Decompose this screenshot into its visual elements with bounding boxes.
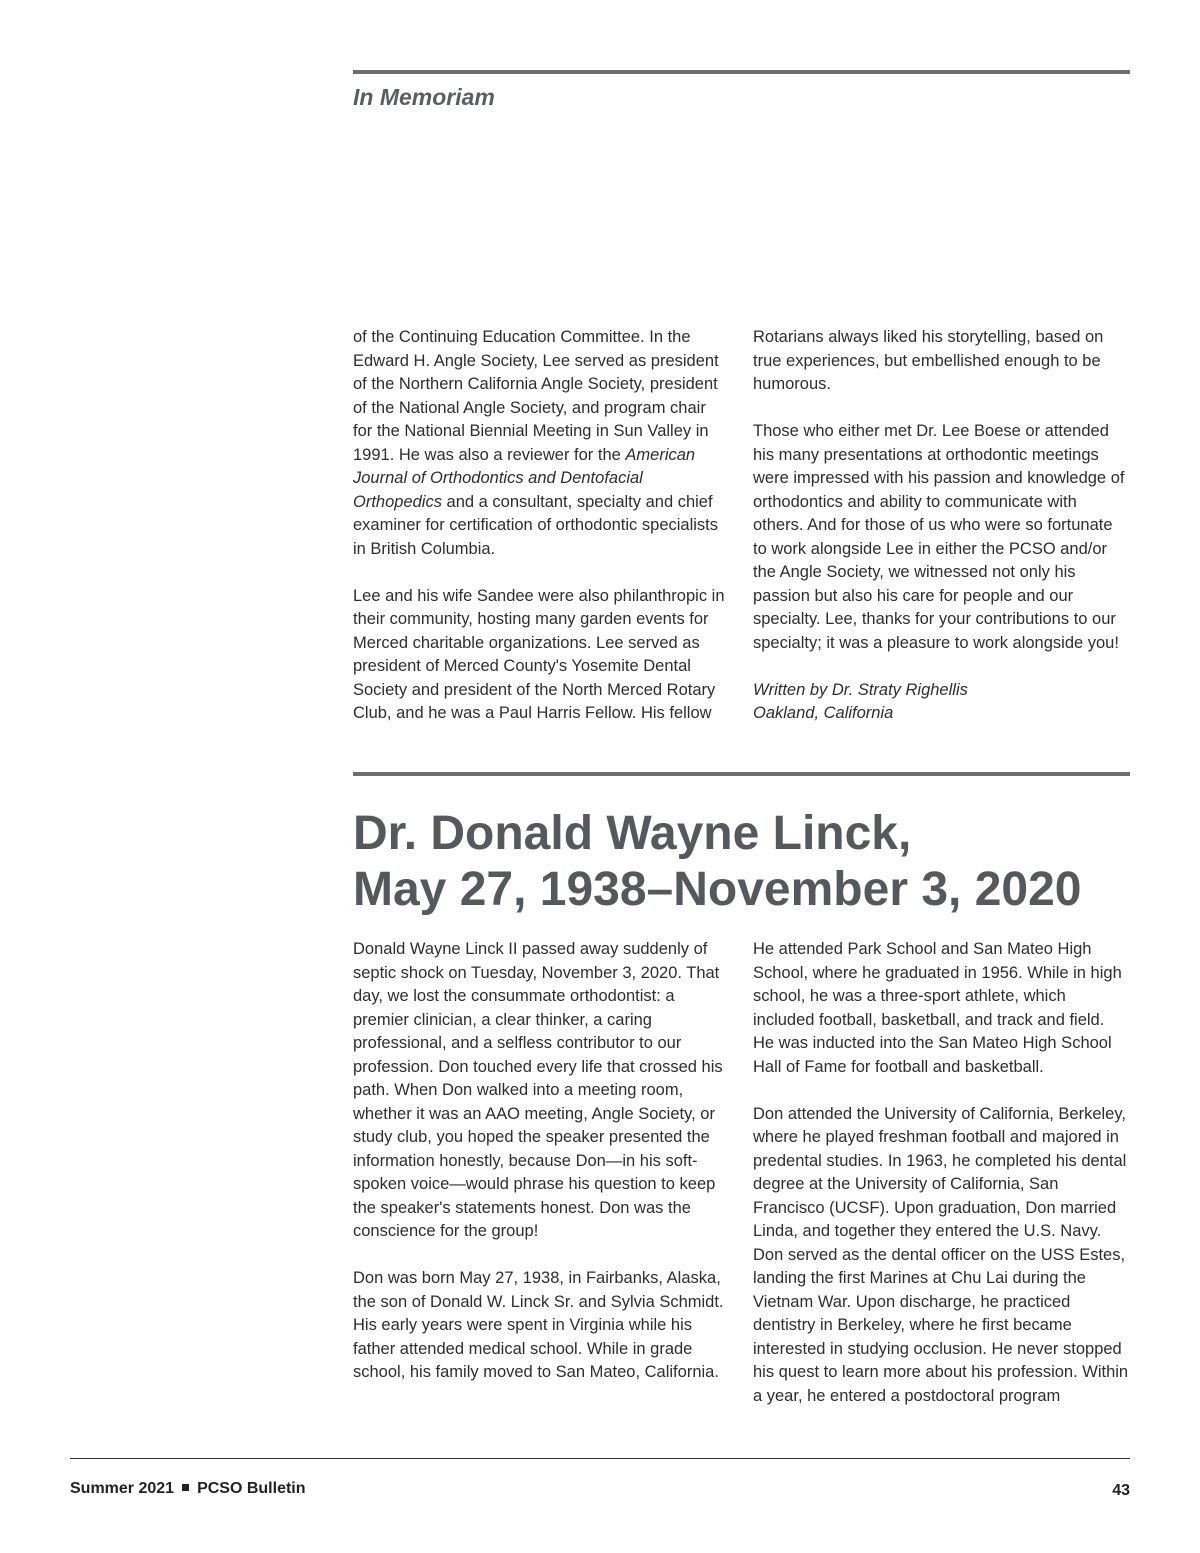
footer-rule (70, 1458, 1130, 1459)
author-signature: Written by Dr. Straty Righellis Oakland, California (753, 680, 968, 722)
paragraph: Don was born May 27, 1938, in Fairbanks, Alaska, the son of Donald W. Linck Sr. and Sylvia Schmidt. His early years were spent in Virginia while his father attended medical school. While in grade school, his family moved to San Mateo, California. (353, 1269, 724, 1381)
paragraph: of the Continuing Education Committee. In the Edward H. Angle Society, Lee served as president of the Northern California Angle Society, president of the National Angle Society, and program chair for the National Biennial Meeting in Sun Valley in 1991. He was also a reviewer for the American Journal of Orthodontics and Dentofacial Orthopedics and a consultant, specialty and chief examiner for certification of orthodontic specialists in British Columbia. (353, 328, 719, 558)
obituary-title: Dr. Donald Wayne Linck, May 27, 1938–November 3, 2020 (353, 807, 1082, 916)
section-divider (353, 772, 1130, 776)
paragraph: Rotarians always liked his storytelling, based on true experiences, but embellished enough to be humorous. (753, 328, 1104, 393)
footer-publication: Summer 2021 PCSO Bulletin (70, 1480, 306, 1497)
journal-title: American Journal of Orthodontics and Dentofacial Orthopedics (353, 445, 696, 511)
paragraph: Lee and his wife Sandee were also philanthropic in their community, hosting many garden events for Merced charitable organizations. Lee served as president of Merced County's Yosemite Dental Society and president of the North Merced Rotary Club, and he was a Paul Harris Fellow. His fellow (353, 586, 725, 722)
obituary-column-left (353, 938, 729, 1385)
continued-column-right (753, 326, 1129, 726)
paragraph: Those who either met Dr. Lee Boese or attended his many presentations at orthodontic meetings were impressed with his passion and knowledge of orthodontics and ability to communicate with others. And for those of us who were so fortunate to work alongside Lee in either the PCSO and/or the Angle Society, we witnessed not only his passion but also his care for people and our specialty. Lee, thanks for your contributions to our specialty; it was a pleasure to work alongside you! (753, 422, 1125, 652)
header-rule (353, 70, 1130, 74)
continued-column-left (353, 326, 729, 726)
paragraph: Don attended the University of California, Berkeley, where he played freshman football and majored in predental studies. In 1963, he completed his dental degree at the University of California, San Francisco (UCSF). Upon graduation, Don married Linda, and together they entered the U.S. Navy. Don served as the dental officer on the USS Estes, landing the first Marines at Chu Lai during the Vietnam War. Upon discharge, he practiced dentistry in Berkeley, where he first became interested in studying occlusion. He never stopped his quest to learn more about his profession. Within a year, he entered a postdoctoral program (753, 1104, 1129, 1405)
section-label: In Memoriam (353, 84, 495, 110)
bullet-separator (182, 1484, 189, 1491)
page-number: 43 (1112, 1482, 1130, 1499)
paragraph: He attended Park School and San Mateo High School, where he graduated in 1956. While in high school, he was a three-sport athlete, which included football, basketball, and track and field. He was inducted into the San Mateo High School Hall of Fame for football and basketball. (753, 940, 1122, 1076)
obituary-column-right (753, 938, 1129, 1408)
paragraph: Donald Wayne Linck II passed away suddenly of septic shock on Tuesday, November 3, 2020. That day, we lost the consummate orthodontist: a premier clinician, a clear thinker, a caring professional, and a selfless contributor to our profession. Don touched every life that crossed his path. When Don walked into a meeting room, whether it was an AAO meeting, Angle Society, or study club, you hoped the speaker presented the information honestly, because Don—in his soft-spoken voice—would phrase his question to keep the speaker's statements honest. Don was the conscience for the group! (353, 940, 723, 1240)
